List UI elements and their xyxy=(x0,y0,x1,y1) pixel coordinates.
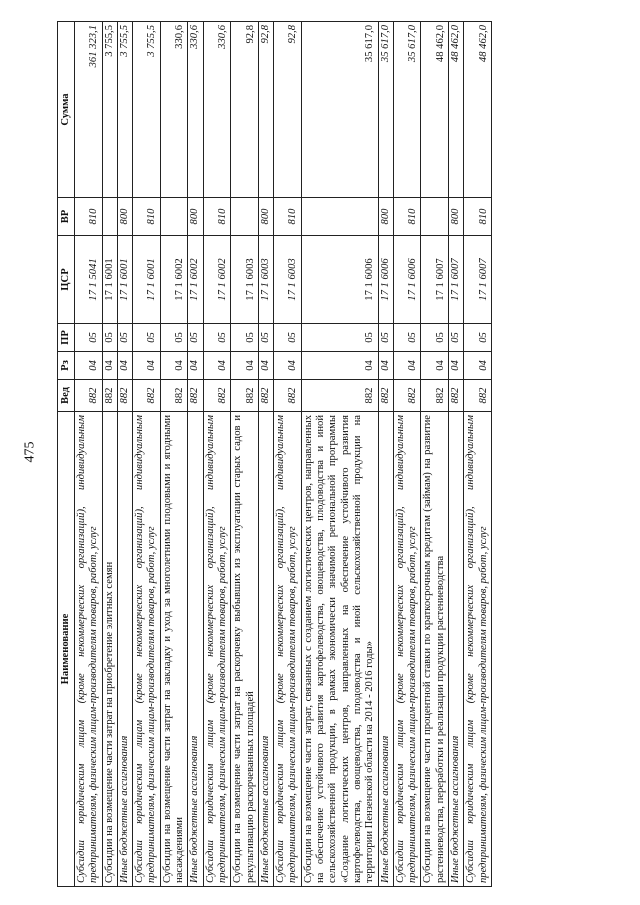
cell-vr: 800 xyxy=(258,198,273,236)
table-row xyxy=(378,22,393,887)
cell-ved: 882 xyxy=(188,380,203,412)
cell-ved: 882 xyxy=(102,380,117,412)
cell-name: Субсидии юридическим лицам (кроме некоммерческих организаций), индивидуальным предпринимателям, физическим лицам-производителям товаров, работ, услуг xyxy=(393,412,421,887)
cell-sum: 330,6 xyxy=(188,22,203,198)
cell-sum: 330,6 xyxy=(203,22,231,198)
cell-csr: 17 1 6003 xyxy=(231,236,259,324)
col-header-name: Наименование xyxy=(58,412,75,887)
cell-sum: 48 462,0 xyxy=(464,22,492,198)
cell-rz: 04 xyxy=(160,352,188,380)
table-row xyxy=(102,22,117,887)
table-row xyxy=(133,22,161,887)
cell-sum: 3 755,5 xyxy=(117,22,132,198)
cell-vr: 810 xyxy=(133,198,161,236)
budget-table xyxy=(57,21,492,887)
cell-pr: 05 xyxy=(449,324,464,352)
table-row xyxy=(231,22,259,887)
cell-vr: 800 xyxy=(188,198,203,236)
cell-vr: 810 xyxy=(75,198,103,236)
cell-ved: 882 xyxy=(231,380,259,412)
cell-vr xyxy=(231,198,259,236)
cell-vr: 800 xyxy=(117,198,132,236)
cell-pr: 05 xyxy=(464,324,492,352)
cell-name: Иные бюджетные ассигнования xyxy=(378,412,393,887)
cell-sum: 3 755,5 xyxy=(102,22,117,198)
cell-name: Субсидии юридическим лицам (кроме некоммерческих организаций), индивидуальным предпринимателям, физическим лицам-производителям товаров, работ, услуг xyxy=(75,412,103,887)
cell-csr: 17 1 6006 xyxy=(393,236,421,324)
cell-csr: 17 1 6001 xyxy=(102,236,117,324)
cell-sum: 92,8 xyxy=(274,22,302,198)
cell-csr: 17 1 6006 xyxy=(301,236,378,324)
cell-ved: 882 xyxy=(75,380,103,412)
cell-csr: 17 1 6001 xyxy=(133,236,161,324)
cell-pr: 05 xyxy=(231,324,259,352)
cell-rz: 04 xyxy=(102,352,117,380)
cell-vr: 810 xyxy=(274,198,302,236)
cell-csr: 17 1 6002 xyxy=(160,236,188,324)
cell-rz: 04 xyxy=(133,352,161,380)
table-row xyxy=(421,22,449,887)
cell-rz: 04 xyxy=(464,352,492,380)
cell-pr: 05 xyxy=(421,324,449,352)
cell-name: Субсидии юридическим лицам (кроме некоммерческих организаций), индивидуальным предпринимателям, физическим лицам-производителям товаров, работ, услуг xyxy=(274,412,302,887)
cell-pr: 05 xyxy=(203,324,231,352)
cell-sum: 35 617,0 xyxy=(393,22,421,198)
cell-csr: 17 1 6002 xyxy=(188,236,203,324)
cell-vr xyxy=(301,198,378,236)
cell-rz: 04 xyxy=(203,352,231,380)
cell-sum: 48 462,0 xyxy=(421,22,449,198)
cell-csr: 17 1 6001 xyxy=(117,236,132,324)
cell-rz: 04 xyxy=(378,352,393,380)
cell-sum: 330,6 xyxy=(160,22,188,198)
cell-name: Субсидии юридическим лицам (кроме некоммерческих организаций), индивидуальным предпринимателям, физическим лицам-производителям товаров, работ, услуг xyxy=(133,412,161,887)
cell-name: Иные бюджетные ассигнования xyxy=(117,412,132,887)
col-header-rz: Рз xyxy=(58,352,75,380)
cell-name: Субсидии на возмещение части затрат, связанных с созданием логистических центров, направленных на обеспечение устойчивого развития картофелеводства, овощеводства, плодоводства и иной сельскохозяйственной продукции, в рамках экономически значимой региональной программы «Создание логистических центров, направленных на обеспечение устойчивого развития картофелеводства, овощеводства, плодоводства и иной сельскохозяйственной продукции на территории Пензенской области на 2014 - 2016 годы» xyxy=(301,412,378,887)
table-row xyxy=(258,22,273,887)
table-row xyxy=(393,22,421,887)
cell-vr xyxy=(102,198,117,236)
cell-vr: 810 xyxy=(203,198,231,236)
cell-rz: 04 xyxy=(449,352,464,380)
cell-csr: 17 1 6002 xyxy=(203,236,231,324)
cell-pr: 05 xyxy=(75,324,103,352)
cell-ved: 882 xyxy=(301,380,378,412)
cell-sum: 92,8 xyxy=(258,22,273,198)
cell-pr: 05 xyxy=(274,324,302,352)
cell-csr: 17 1 6003 xyxy=(258,236,273,324)
table-row xyxy=(75,22,103,887)
table-row xyxy=(188,22,203,887)
table-row xyxy=(301,22,378,887)
cell-ved: 882 xyxy=(258,380,273,412)
cell-name: Иные бюджетные ассигнования xyxy=(449,412,464,887)
cell-rz: 04 xyxy=(301,352,378,380)
cell-pr: 05 xyxy=(301,324,378,352)
table-row xyxy=(449,22,464,887)
cell-ved: 882 xyxy=(133,380,161,412)
cell-name: Субсидии на возмещение части процентной ставки по краткосрочным кредитам (займам) на развитие растениеводства, переработки и реализации продукции растениеводства xyxy=(421,412,449,887)
cell-rz: 04 xyxy=(393,352,421,380)
col-header-sum: Сумма xyxy=(58,22,75,198)
cell-vr: 810 xyxy=(464,198,492,236)
rotated-page xyxy=(57,22,559,887)
cell-rz: 04 xyxy=(231,352,259,380)
cell-sum: 35 617,0 xyxy=(378,22,393,198)
table-row xyxy=(274,22,302,887)
page-number-text: 475 xyxy=(22,441,37,463)
table-body xyxy=(75,22,492,887)
cell-ved: 882 xyxy=(421,380,449,412)
cell-ved: 882 xyxy=(449,380,464,412)
table-row xyxy=(117,22,132,887)
cell-sum: 35 617,0 xyxy=(301,22,378,198)
cell-vr xyxy=(160,198,188,236)
cell-name: Субсидии на возмещение части затрат на закладку и уход за многолетними плодовыми и ягодными насаждениями xyxy=(160,412,188,887)
cell-ved: 882 xyxy=(393,380,421,412)
cell-sum: 48 462,0 xyxy=(449,22,464,198)
cell-ved: 882 xyxy=(274,380,302,412)
cell-ved: 882 xyxy=(464,380,492,412)
col-header-pr: ПР xyxy=(58,324,75,352)
cell-name: Субсидии юридическим лицам (кроме некоммерческих организаций), индивидуальным предпринимателям, физическим лицам-производителям товаров, работ, услуг xyxy=(203,412,231,887)
table-row xyxy=(464,22,492,887)
cell-pr: 05 xyxy=(117,324,132,352)
table-row xyxy=(160,22,188,887)
page-number xyxy=(12,437,48,467)
cell-ved: 882 xyxy=(160,380,188,412)
col-header-vr: ВР xyxy=(58,198,75,236)
table-header-row xyxy=(58,22,75,887)
cell-pr: 05 xyxy=(378,324,393,352)
cell-vr: 800 xyxy=(449,198,464,236)
cell-ved: 882 xyxy=(203,380,231,412)
cell-rz: 04 xyxy=(188,352,203,380)
cell-name: Субсидии на возмещение части затрат на приобретение элитных семян xyxy=(102,412,117,887)
cell-ved: 882 xyxy=(378,380,393,412)
cell-pr: 05 xyxy=(393,324,421,352)
cell-rz: 04 xyxy=(117,352,132,380)
cell-rz: 04 xyxy=(258,352,273,380)
cell-sum: 92,8 xyxy=(231,22,259,198)
cell-name: Субсидии на возмещение части затрат на раскорчевку выбывших из эксплуатации старых садов и рекультивацию раскорчеванных площадей xyxy=(231,412,259,887)
cell-csr: 17 1 6007 xyxy=(421,236,449,324)
cell-csr: 17 1 6007 xyxy=(464,236,492,324)
cell-csr: 17 1 6006 xyxy=(378,236,393,324)
cell-pr: 05 xyxy=(188,324,203,352)
cell-sum: 361 323,1 xyxy=(75,22,103,198)
cell-pr: 05 xyxy=(258,324,273,352)
cell-sum: 3 755,5 xyxy=(133,22,161,198)
cell-name: Субсидии юридическим лицам (кроме некоммерческих организаций), индивидуальным предпринимателям, физическим лицам-производителям товаров, работ, услуг xyxy=(464,412,492,887)
cell-csr: 17 1 5041 xyxy=(75,236,103,324)
cell-vr xyxy=(421,198,449,236)
cell-rz: 04 xyxy=(274,352,302,380)
cell-csr: 17 1 6007 xyxy=(449,236,464,324)
table-row xyxy=(203,22,231,887)
cell-rz: 04 xyxy=(75,352,103,380)
cell-vr: 800 xyxy=(378,198,393,236)
cell-csr: 17 1 6003 xyxy=(274,236,302,324)
cell-vr: 810 xyxy=(393,198,421,236)
cell-ved: 882 xyxy=(117,380,132,412)
cell-name: Иные бюджетные ассигнования xyxy=(258,412,273,887)
cell-pr: 05 xyxy=(133,324,161,352)
cell-name: Иные бюджетные ассигнования xyxy=(188,412,203,887)
col-header-csr: ЦСР xyxy=(58,236,75,324)
cell-pr: 05 xyxy=(102,324,117,352)
col-header-ved: Вед xyxy=(58,380,75,412)
cell-pr: 05 xyxy=(160,324,188,352)
cell-rz: 04 xyxy=(421,352,449,380)
